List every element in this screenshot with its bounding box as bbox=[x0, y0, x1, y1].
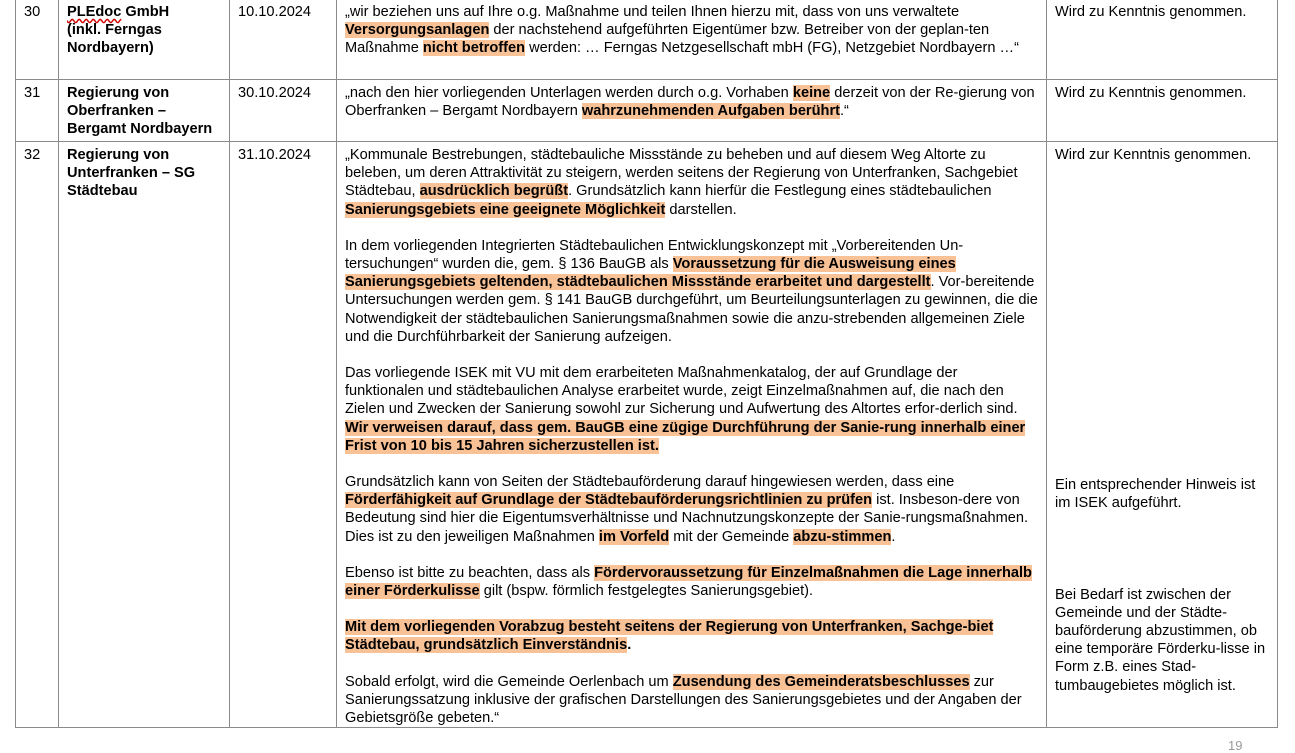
sender-line: Nordbayern) bbox=[67, 40, 154, 57]
response-3: Bei Bedarf ist zwischen der Gemeinde und der Städte-bauförderung abzustimmen, ob eine temporäre Förderku-lisse in Form z.B. eines Stad-tumbaugebietes möglich ist. bbox=[1055, 586, 1266, 694]
statement-text: der nachstehend aufgeführten Eigentümer bzw. Betreiber von der geplan-ten Maßnahme bbox=[345, 22, 990, 57]
statement-highlight: nicht betroffen bbox=[422, 40, 526, 57]
statement-highlight: Fördervoraussetzung für Einzelmaßnahmen die Lage innerhalb einer Förderkulisse bbox=[345, 564, 1032, 600]
statement-text: . Grundsätzlich kann hierfür die Festlegung eines städtebaulichen bbox=[568, 183, 992, 200]
statements-table bbox=[15, 0, 1278, 728]
statement-highlight: Sanierungsgebiets eine geeignete Möglichkeit bbox=[345, 201, 666, 218]
page-number: 19 bbox=[1228, 738, 1243, 753]
sender-line: Regierung von bbox=[67, 85, 170, 101]
paragraph-7 bbox=[345, 673, 1038, 728]
statement-text: Das vorliegende ISEK mit VU mit dem erarbeiteten Maßnahmenkatalog, der auf Grundlage der funktionalen und städtebaulichen Analyse erarbeitet wurde, zeigt Einzelmaßnahmen auf, die nach den Zielen und Zwecken der Sanierung sowohl zur Sicherung und Aufwertung des Altortes erfor-derlich sind. bbox=[345, 365, 1018, 418]
paragraph-5 bbox=[345, 564, 1038, 600]
row-number: 30 bbox=[16, 0, 59, 80]
statement-cell bbox=[337, 80, 1047, 142]
paragraph-1 bbox=[345, 146, 1038, 219]
statement-text: Sobald erfolgt, wird die Gemeinde Oerlenbach um bbox=[345, 673, 673, 690]
sender-line: Städtebau bbox=[67, 183, 138, 200]
table-row bbox=[16, 142, 1278, 728]
sender-cell bbox=[59, 80, 230, 142]
response-2: Ein entsprechender Hinweis ist im ISEK aufgeführt. bbox=[1055, 477, 1256, 512]
paragraph-6 bbox=[345, 618, 1038, 654]
statement-highlight: im Vorfeld bbox=[598, 528, 670, 545]
response-cell bbox=[1047, 142, 1278, 728]
statement-highlight: Zusendung des Gemeinderatsbeschlusses bbox=[672, 673, 970, 690]
statement-highlight: Wir verweisen darauf, dass gem. BauGB eine zügige Durchführung der Sanie-rung innerhalb einer Frist von 10 bis 15 Jahren sicherzustellen ist. bbox=[345, 419, 1026, 454]
sender-cell bbox=[59, 0, 230, 80]
statement-text: „Kommunale Bestrebungen, städtebauliche Missstände zu beheben und auf diesem Weg Altorte zu beleben, um deren Attraktivität zu steigern, werden seitens der Regierung von Unterfranken, Sachgebiet Städtebau, bbox=[345, 147, 1018, 200]
sender-line: Bergamt Nordbayern bbox=[67, 121, 213, 138]
paragraph-4 bbox=[345, 473, 1038, 546]
statement-highlight: abzu-stimmen bbox=[793, 528, 892, 545]
statement-text: . bbox=[627, 637, 632, 654]
statement-text: darstellen. bbox=[665, 201, 737, 218]
statement-text: . Vor-bereitende Untersuchungen werden gem. § 141 BauGB durchgeführt, um Beurteilungsunterlagen zu gewinnen, die die Notwendigkeit der städtebaulichen Sanierungsmaßnahmen sowie die anzu-strebenden allgemeinen Ziele und die Durchführbarkeit der Sanierung aufzeigen. bbox=[345, 274, 1038, 345]
sender-line: Oberfranken – bbox=[67, 103, 166, 120]
statement-highlight: Voraussetzung für die Ausweisung eines Sanierungsgebiets geltenden, städtebaulichen Missstände erarbeitet und dargestellt bbox=[345, 256, 956, 291]
response-cell: Wird zu Kenntnis genommen. bbox=[1047, 0, 1278, 80]
response-1: Wird zur Kenntnis genommen. bbox=[1055, 147, 1252, 163]
row-number: 32 bbox=[16, 142, 59, 728]
statement-text: zur Sanierungssatzung inklusive der grafischen Darstellungen des Sanierungsgebietes und der Angaben der Gebietsgröße gebeten.“ bbox=[345, 673, 1022, 727]
date-cell: 30.10.2024 bbox=[230, 80, 337, 142]
date-cell: 10.10.2024 bbox=[230, 0, 337, 80]
statement-highlight: Mit dem vorliegenden Vorabzug besteht seitens der Regierung von Unterfranken, Sachge-biet Städtebau, grundsätzlich Einverständnis bbox=[345, 619, 994, 654]
statement-cell bbox=[337, 142, 1047, 728]
sender-line: Unterfranken – SG bbox=[67, 165, 196, 182]
sender-line: (inkl. Ferngas bbox=[67, 22, 162, 39]
statement-highlight: keine bbox=[792, 85, 831, 101]
sender-line: Regierung von bbox=[67, 147, 170, 163]
row-number: 31 bbox=[16, 80, 59, 142]
statement-text: derzeit von der Re-gierung von Oberfranken – Bergamt Nordbayern bbox=[345, 85, 1035, 120]
response-cell: Wird zu Kenntnis genommen. bbox=[1047, 80, 1278, 142]
sender-name-spellcheck: PLEdoc bbox=[67, 4, 122, 20]
statement-text: .“ bbox=[839, 103, 849, 120]
statement-text: Ebenso ist bitte zu beachten, dass als bbox=[345, 564, 595, 581]
statement-text: „nach den hier vorliegenden Unterlagen werden durch o.g. Vorhaben bbox=[345, 85, 793, 101]
paragraph-3 bbox=[345, 364, 1038, 455]
statement-text: . bbox=[891, 528, 896, 545]
sender-cell bbox=[59, 142, 230, 728]
table-row bbox=[16, 0, 1278, 80]
statement-text: „wir beziehen uns auf Ihre o.g. Maßnahme und teilen Ihnen hierzu mit, dass von uns verwaltete bbox=[345, 4, 960, 20]
statement-highlight: Förderfähigkeit auf Grundlage der Städtebauförderungsrichtlinien zu prüfen bbox=[345, 492, 873, 509]
table-row bbox=[16, 80, 1278, 142]
sender-name: GmbH bbox=[121, 4, 170, 20]
statement-text: Grundsätzlich kann von Seiten der Städtebauförderung darauf hingewiesen werden, dass eine bbox=[345, 474, 955, 491]
statement-text: ist. Insbeson-dere von Bedeutung sind hier die Eigentumsverhältnisse und Nachnutzungskonzepte der Sanie-rungsmaßnahmen. Dies ist zu den jeweiligen Maßnahmen bbox=[345, 492, 1029, 545]
statement-text: In dem vorliegenden Integrierten Städtebaulichen Entwicklungskonzept mit „Vorbereitenden Un-tersuchungen“ wurden die, gem. § 136 BauGB als bbox=[345, 237, 964, 273]
date-cell: 31.10.2024 bbox=[230, 142, 337, 728]
paragraph-2 bbox=[345, 237, 1038, 346]
statement-cell bbox=[337, 0, 1047, 80]
statement-highlight: Versorgungsanlagen bbox=[345, 22, 490, 39]
statement-text: mit der Gemeinde bbox=[669, 528, 794, 545]
statement-highlight: ausdrücklich begrüßt bbox=[419, 183, 569, 200]
statement-text: gilt (bspw. förmlich festgelegtes Sanierungsgebiet). bbox=[479, 583, 814, 600]
statement-text: werden: … Ferngas Netzgesellschaft mbH (FG), Netzgebiet Nordbayern …“ bbox=[525, 40, 1019, 57]
statement-highlight: wahrzunehmenden Aufgaben berührt bbox=[581, 103, 840, 120]
